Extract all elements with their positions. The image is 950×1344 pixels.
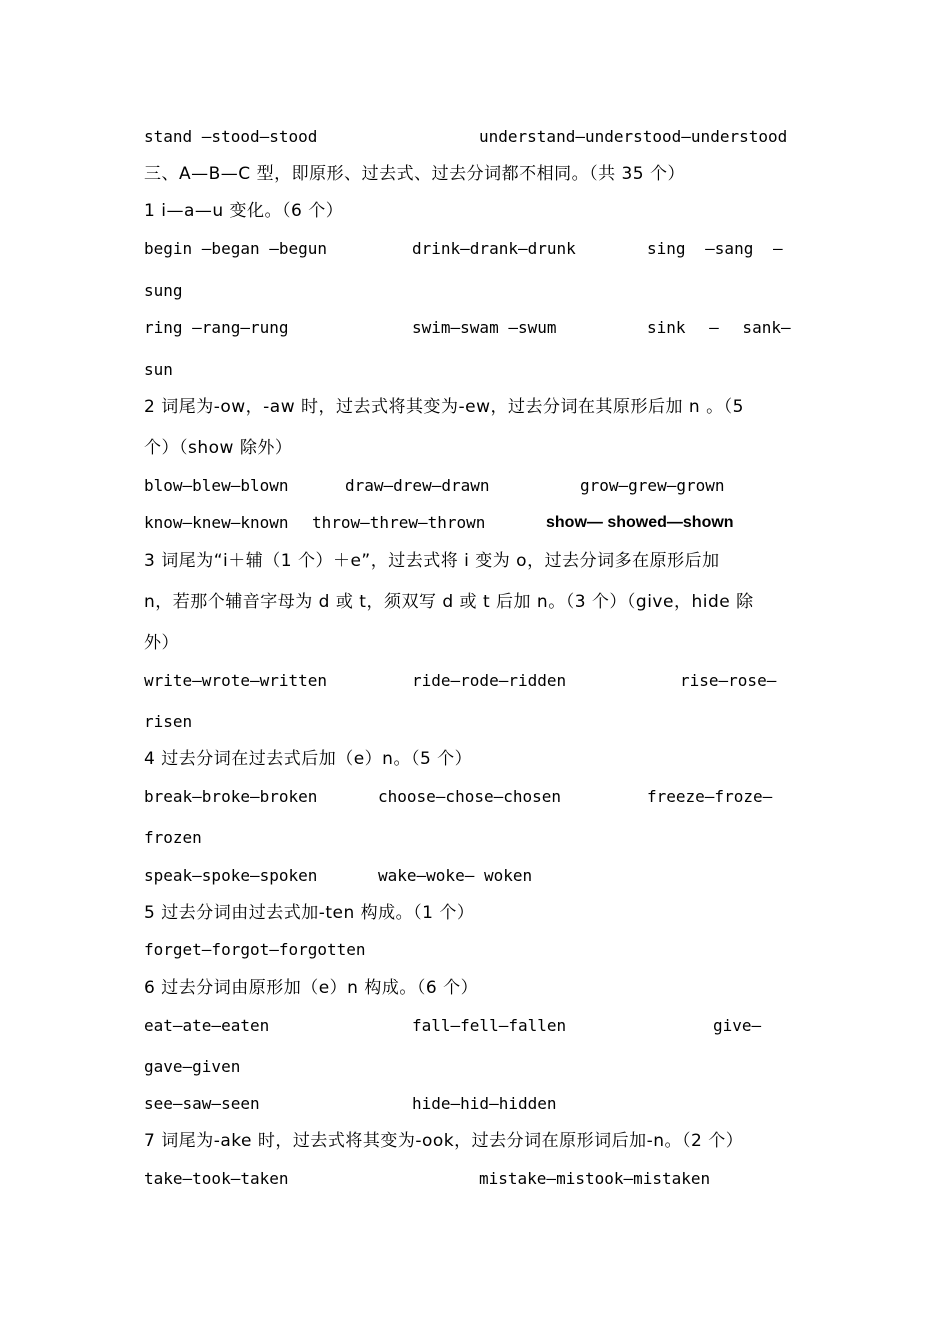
word-forms-row: [144, 474, 824, 498]
word-forms: swim—swam —swum: [412, 318, 557, 337]
word-forms: gave—given: [144, 1057, 241, 1076]
word-forms-bold: show— showed—shown: [546, 514, 734, 531]
word-forms: know—knew—known: [144, 513, 289, 532]
word-forms: see—saw—seen: [144, 1094, 260, 1113]
word-forms-row: [144, 864, 824, 888]
rule-heading: 个）（show 除外）: [144, 438, 293, 458]
word-forms: hide—hid—hidden: [412, 1094, 557, 1113]
word-forms: sink — sank—: [647, 318, 791, 337]
rule-heading: 2 词尾为-ow，-aw 时，过去式将其变为-ew，过去分词在其原形后加 n 。（5: [144, 397, 744, 417]
word-forms: freeze—froze—: [647, 787, 773, 806]
rule-heading: 3 词尾为“i＋辅（1 个）＋e”，过去式将 i 变为 o，过去分词多在原形后加: [144, 551, 720, 571]
word-forms-row: [144, 125, 824, 149]
word-forms-row: [144, 938, 824, 962]
word-forms: mistake—mistook—mistaken: [479, 1169, 711, 1188]
word-forms: grow—grew—grown: [580, 476, 725, 495]
section-heading: 三、A—B—C 型，即原形、过去式、过去分词都不相同。（共 35 个）: [144, 164, 686, 184]
rule-heading: 外）: [144, 633, 179, 653]
word-forms-row: [144, 511, 824, 535]
word-forms-row: [144, 785, 824, 809]
word-forms-row: [144, 1055, 824, 1079]
word-forms: choose—chose—chosen: [378, 787, 562, 806]
word-forms: drink—drank—drunk: [412, 239, 576, 258]
word-forms: forget—forgot—forgotten: [144, 940, 366, 959]
word-forms: break—broke—broken: [144, 787, 318, 806]
word-forms: throw—threw—thrown: [312, 513, 486, 532]
word-forms-row: [144, 279, 824, 303]
word-forms-row: [144, 316, 824, 340]
word-forms-row: [144, 669, 824, 693]
word-forms: fall—fell—fallen: [412, 1016, 567, 1035]
word-forms: ride—rode—ridden: [412, 671, 567, 690]
word-forms: ring —rang—rung: [144, 318, 289, 337]
rule-heading: 6 过去分词由原形加（e）n 构成。（6 个）: [144, 978, 479, 998]
word-forms: sun: [144, 360, 173, 379]
word-forms: blow—blew—blown: [144, 476, 289, 495]
word-forms: understand—understood—understood: [479, 127, 788, 146]
word-forms: rise—rose—: [680, 671, 777, 690]
word-forms-row: [144, 1092, 824, 1116]
rule-heading: 4 过去分词在过去式后加（e）n。（5 个）: [144, 749, 473, 769]
word-forms: sung: [144, 281, 183, 300]
word-forms: frozen: [144, 828, 202, 847]
word-forms-row: [144, 826, 824, 850]
word-forms: take—took—taken: [144, 1169, 289, 1188]
word-forms: begin —began —begun: [144, 239, 328, 258]
rule-heading: 5 过去分词由过去式加-ten 构成。（1 个）: [144, 903, 475, 923]
word-forms: give—: [713, 1016, 762, 1035]
word-forms: speak—spoke—spoken: [144, 866, 318, 885]
word-forms: write—wrote—written: [144, 671, 328, 690]
word-forms-row: [144, 358, 824, 382]
word-forms: wake—woke— woken: [378, 866, 533, 885]
word-forms-row: [144, 237, 824, 261]
word-forms: draw—drew—drawn: [345, 476, 490, 495]
rule-heading: 7 词尾为-ake 时，过去式将其变为-ook，过去分词在原形词后加-n。（2 个）: [144, 1131, 744, 1151]
word-forms: stand —stood—stood: [144, 127, 318, 146]
word-forms-row: [144, 1167, 824, 1191]
word-forms: sing —sang —: [647, 239, 783, 258]
word-forms: risen: [144, 712, 193, 731]
rule-heading: n，若那个辅音字母为 d 或 t，须双写 d 或 t 后加 n。（3 个）（give，hide 除: [144, 592, 754, 612]
word-forms-row: [144, 1014, 824, 1038]
word-forms: eat—ate—eaten: [144, 1016, 270, 1035]
rule-heading: 1 i—a—u 变化。（6 个）: [144, 201, 344, 221]
word-forms-row: [144, 710, 824, 734]
